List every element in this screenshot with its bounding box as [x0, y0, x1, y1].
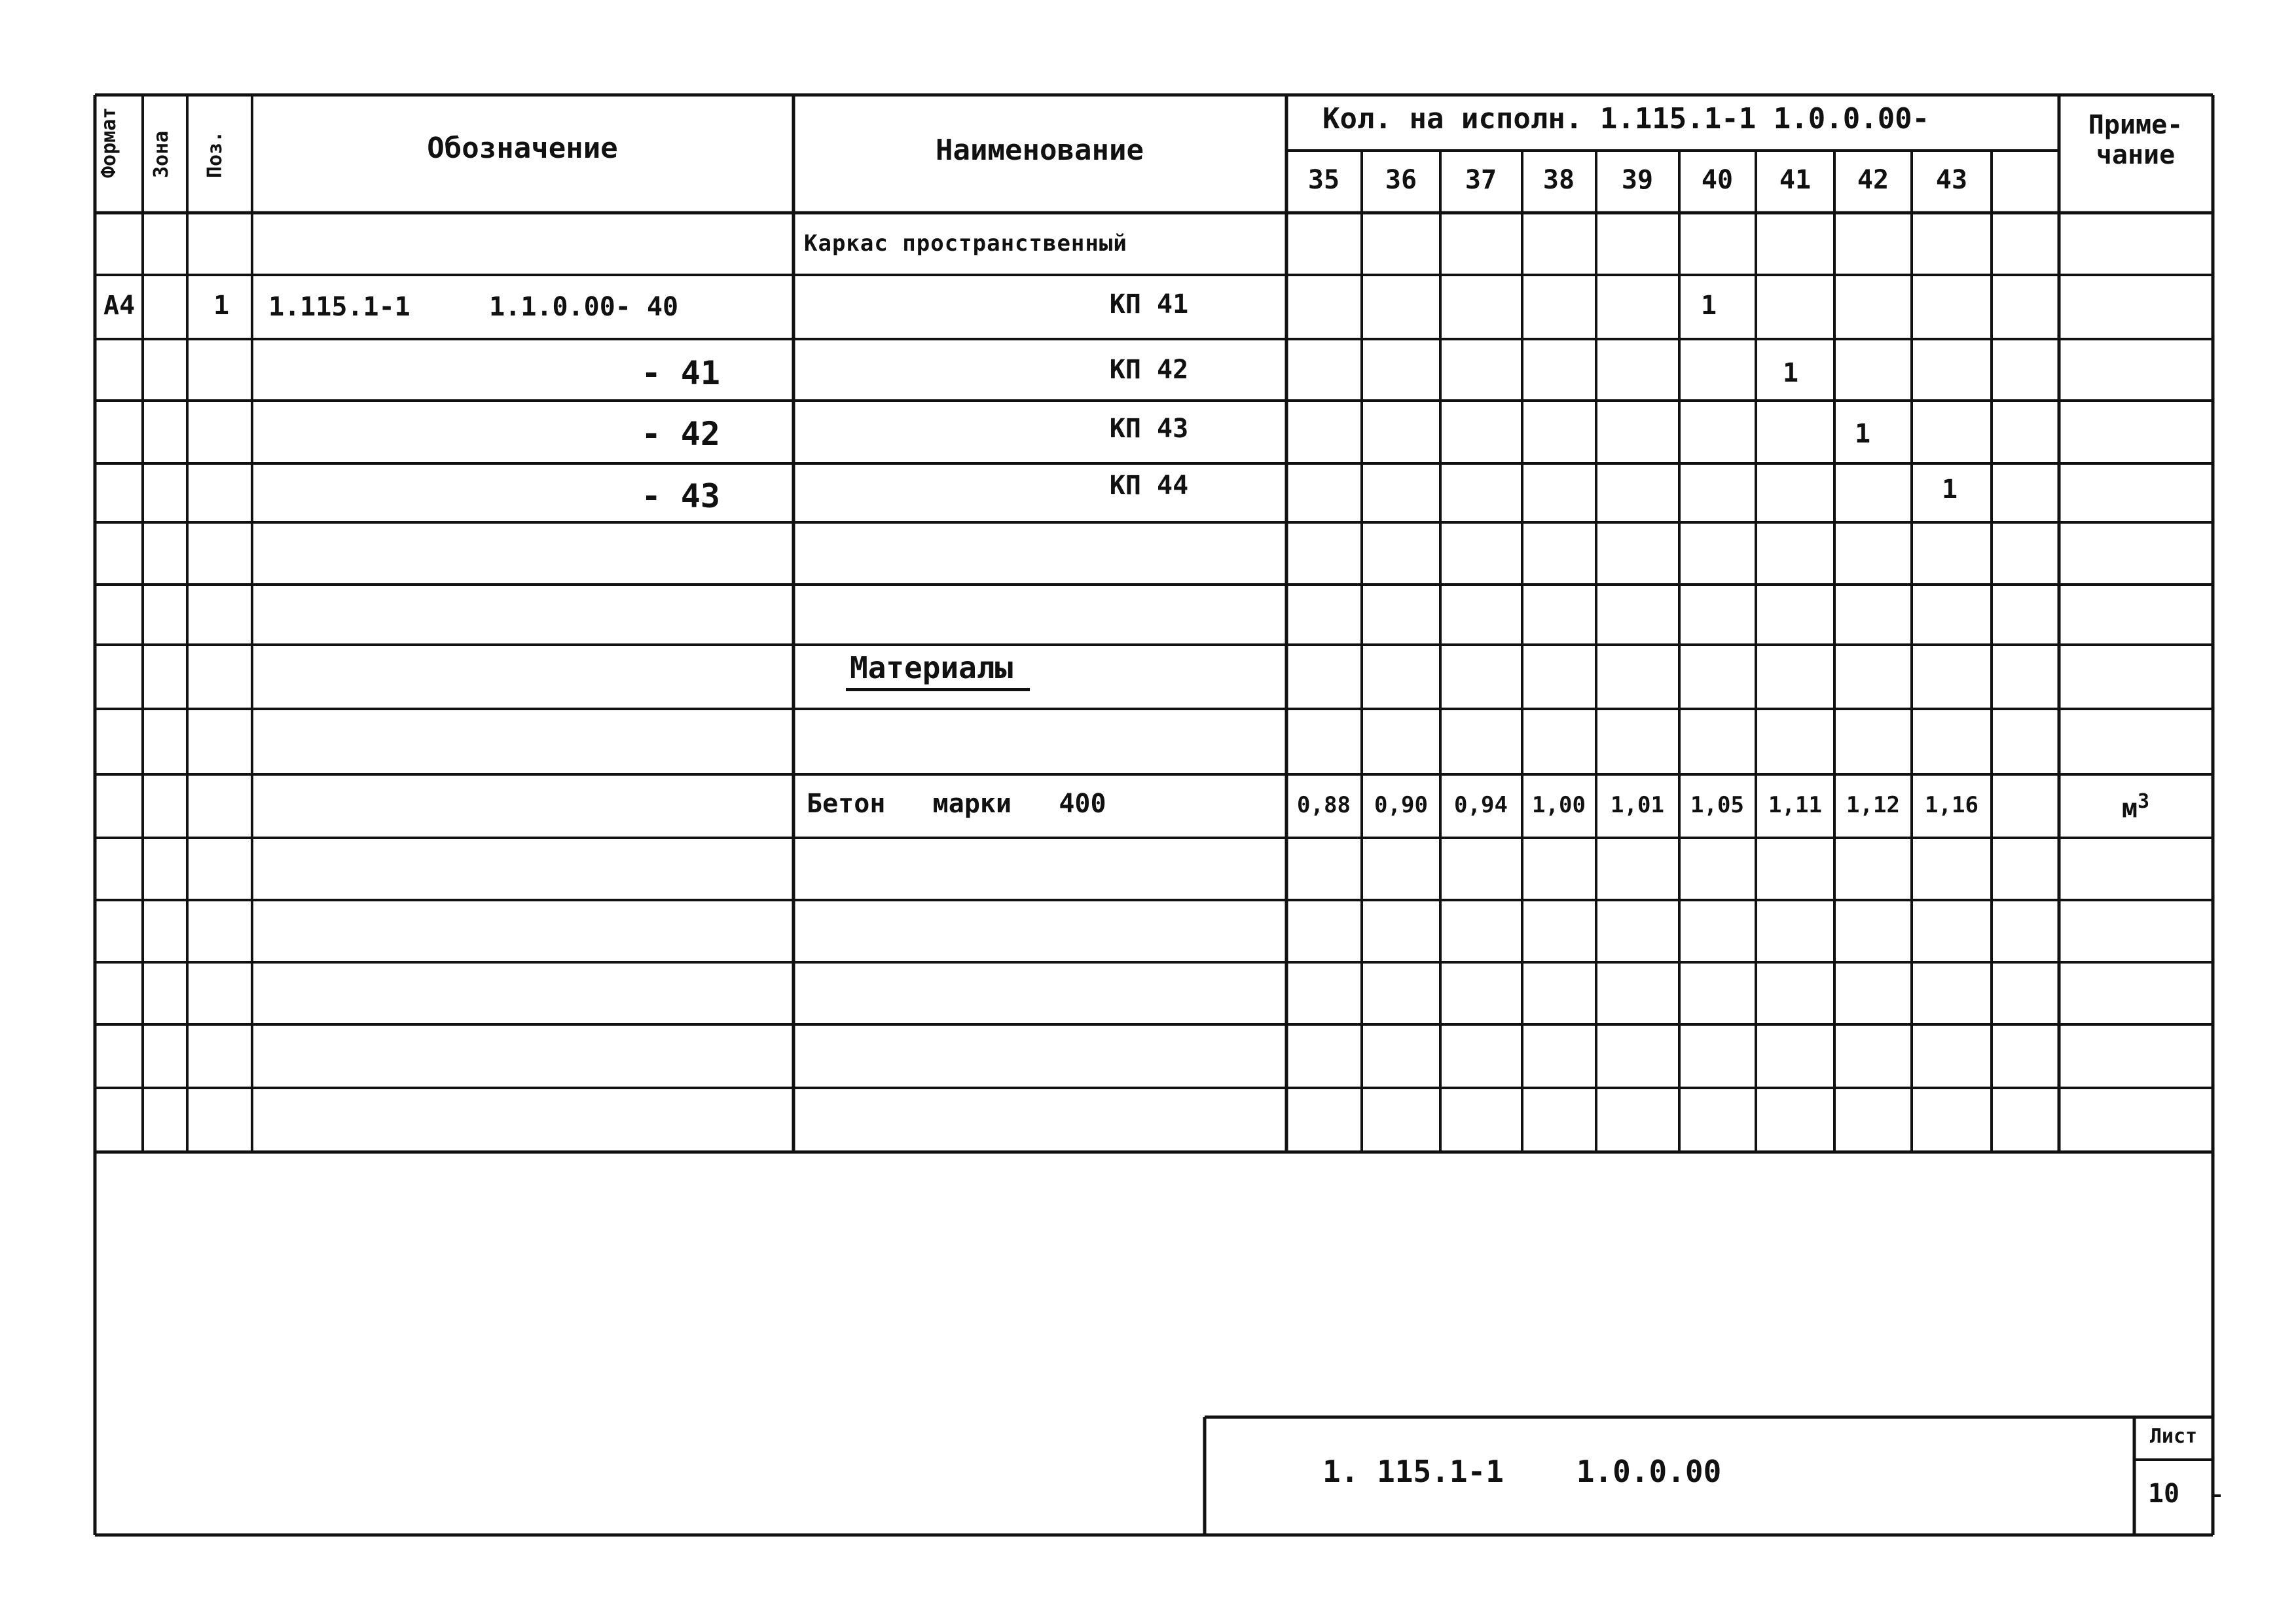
- row3-qty-42: 1: [1854, 419, 1871, 449]
- concrete-qty-40: 1,05: [1690, 792, 1744, 818]
- document-code: 1. 115.1-1 1.0.0.00: [1322, 1454, 1722, 1489]
- zone-header: Зона: [150, 130, 173, 178]
- concrete-qty-43: 1,16: [1925, 792, 1978, 818]
- variant-39: 39: [1621, 165, 1654, 195]
- row1-format: А4: [103, 291, 136, 321]
- row2-name: КП 42: [1109, 355, 1189, 385]
- sheet-label: Лист: [2149, 1425, 2198, 1448]
- variant-37: 37: [1465, 165, 1497, 195]
- concrete-qty-42: 1,12: [1846, 792, 1900, 818]
- concrete-unit: [2121, 790, 2150, 824]
- format-header: Формат: [98, 107, 120, 178]
- row1-name: КП 41: [1109, 289, 1189, 319]
- concrete-qty-41: 1,11: [1768, 792, 1822, 818]
- section-title-frame: Каркас пространственный: [804, 230, 1127, 257]
- sheet-number: 10: [2147, 1479, 2180, 1509]
- row4-qty-43: 1: [1941, 475, 1958, 505]
- variant-43: 43: [1935, 165, 1968, 195]
- unit-base: м: [2121, 793, 2138, 824]
- concrete-qty-36: 0,90: [1374, 792, 1428, 818]
- row3-designation: - 42: [641, 415, 720, 453]
- row2-qty-41: 1: [1782, 358, 1799, 388]
- unit-superscript: 3: [2138, 790, 2150, 813]
- row4-name: КП 44: [1109, 471, 1189, 501]
- variant-38: 38: [1542, 165, 1575, 195]
- variant-42: 42: [1857, 165, 1889, 195]
- row1-position: 1: [213, 291, 230, 321]
- variant-36: 36: [1385, 165, 1417, 195]
- section-title-materials: Материалы: [846, 653, 1030, 691]
- row4-designation: - 43: [641, 477, 720, 515]
- designation-header: Обозначение: [427, 132, 618, 165]
- variant-40: 40: [1701, 165, 1734, 195]
- variant-35: 35: [1307, 165, 1340, 195]
- concrete-qty-39: 1,01: [1611, 792, 1664, 818]
- concrete-name: Бетон марки 400: [807, 789, 1106, 819]
- quantity-header: Кол. на исполн. 1.115.1-1 1.0.0.00-: [1322, 102, 1930, 135]
- note-header: Приме- чание: [2088, 110, 2183, 170]
- concrete-qty-35: 0,88: [1297, 792, 1351, 818]
- concrete-qty-37: 0,94: [1454, 792, 1508, 818]
- row1-qty-40: 1: [1700, 291, 1717, 321]
- row1-designation: 1.115.1-1 1.1.0.00- 40: [268, 292, 679, 322]
- row2-designation: - 41: [641, 354, 720, 392]
- row3-name: КП 43: [1109, 414, 1189, 444]
- position-header: Поз.: [204, 130, 227, 178]
- concrete-qty-38: 1,00: [1532, 792, 1586, 818]
- variant-41: 41: [1779, 165, 1812, 195]
- name-header: Наименование: [936, 134, 1144, 167]
